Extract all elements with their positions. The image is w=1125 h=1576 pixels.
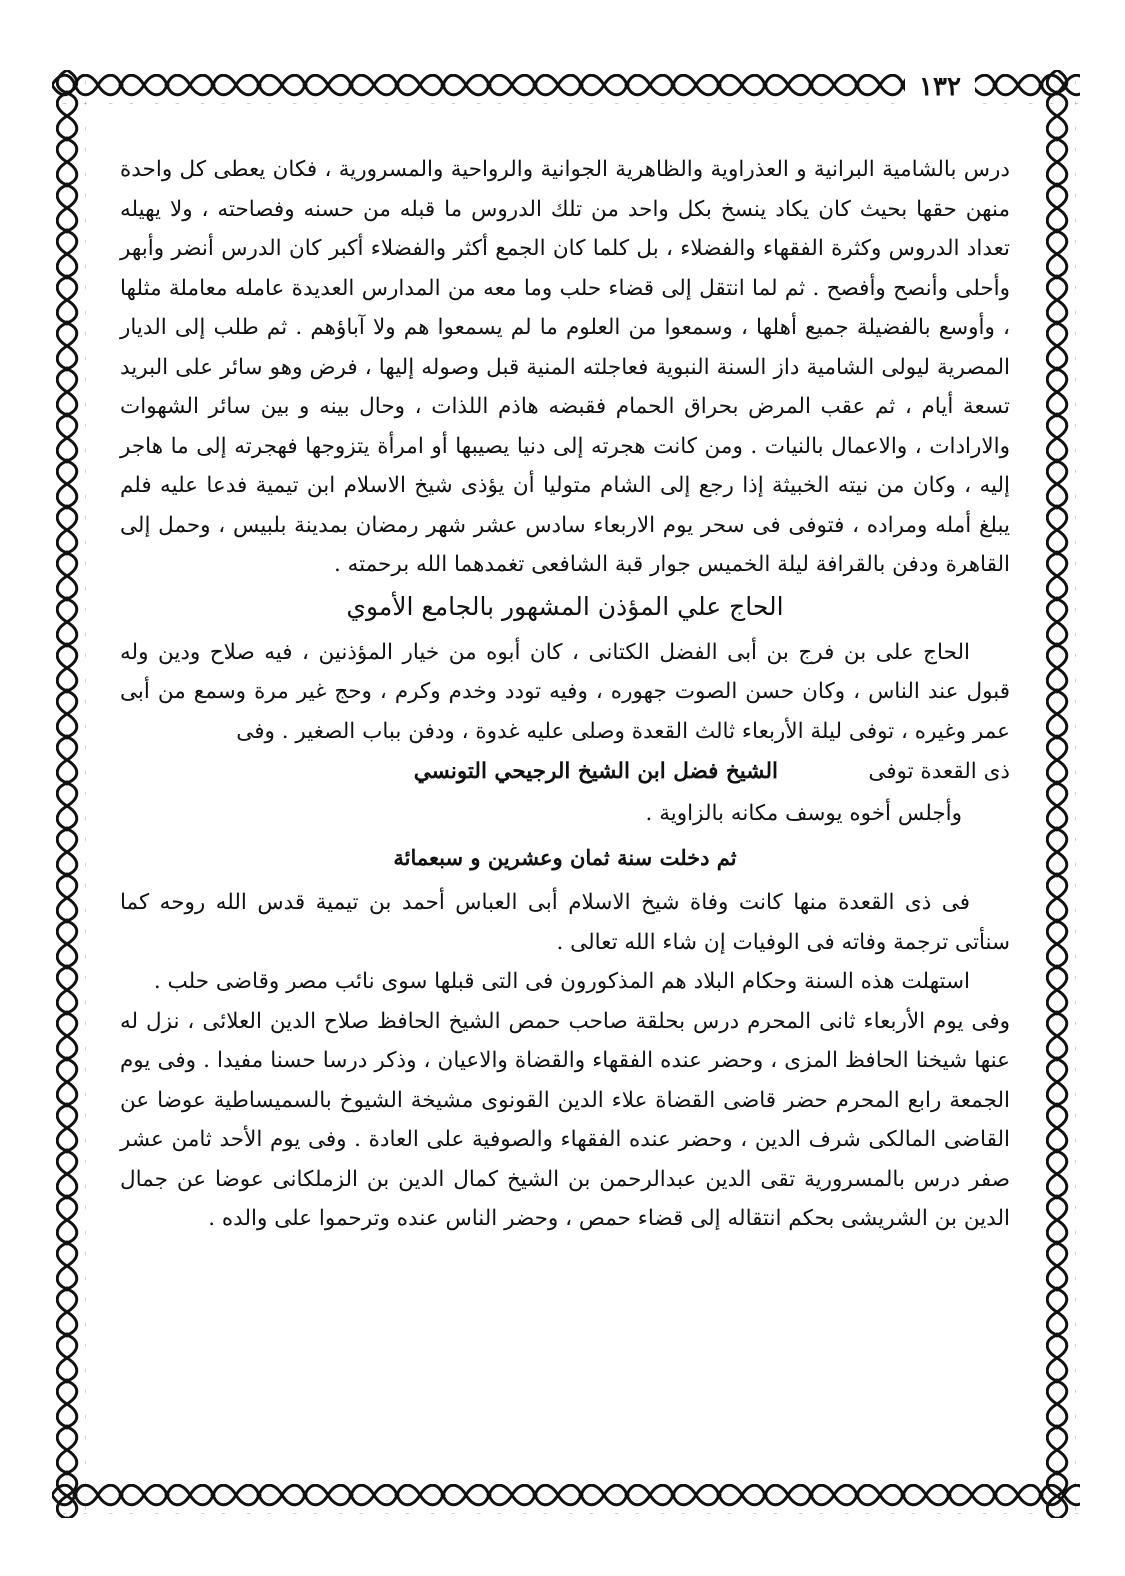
year-paragraph: وفى يوم الأربعاء ثانى المحرم درس بحلقة صاحب حمص الشيخ الحافظ صلاح الدين العلائى ، نزل له عنها شيخنا الحافظ المزى ، وحضر عنده الفقهاء والقضاة والاعيان ، وذكر درسا حسنا مفيدا . وفى يوم الجمعة رابع المحرم حضر قاضى القضاة علاء الدين القونوى مشيخة الشيوخ بالسميساطية عوضا عن القاضى المالكى شرف الدين ، وحضر عنده الفقهاء والصوفية على العادة . وفى يوم الأحد ثامن عشر صفر درس بالمسرورية تقى الدين عبدالرحمن بن الشيخ كمال الدين بن الزملكانى عوضا عن جمال الدين بن الشريشى بحكم انتقاله إلى قضاء حمص ، وحضر الناس عنده وترحموا على والده . (120, 1008, 1011, 1231)
year-paragraph: فى ذى القعدة منها كانت وفاة شيخ الاسلام أبى العباس أحمد بن تيمية قدس الله روحه كما سنأتى ترجمة وفاته فى الوفيات إن شاء الله تعالى . (120, 890, 1010, 955)
year-paragraph: استهلت هذه السنة وحكام البلاد هم المذكورون فى التى قبلها سوى نائب مصر وقاضى حلب . (153, 969, 970, 994)
biography-paragraph: الحاج على بن فرج بن أبى الفضل الكتانى ، كان أبوه من خيار المؤذنين ، فيه صلاح ودين وله قبول عند الناس ، وكان حسن الصوت جهوره ، وفيه تودد وخدم وكرم ، وحج غير مرة وسمع من أبى عمر وغيره ، توفى ليلة الأربعاء ثالث القعدة وصلى عليه غدوة ، ودفن بباب الصغير . وفى (120, 639, 1010, 744)
death-notice-prefix: ذى القعدة توفى (868, 759, 1010, 784)
page-body (120, 150, 1010, 1239)
biography-closing-line: وأجلس أخوه يوسف مكانه بالزاوية . (645, 801, 962, 826)
page-number: ١٣٢ (905, 70, 975, 104)
section-heading-biography: الحاج علي المؤذن المشهور بالجامع الأموي (346, 591, 784, 621)
death-notice-line (120, 751, 1010, 793)
year-heading: ثم دخلت سنة ثمان وعشرين و سبعمائة (393, 845, 737, 870)
body-paragraph: درس بالشامية البرانية و العذراوية والظاهرية الجوانية والرواحية والمسرورية ، فكان يعطى كل واحدة منهن حقها بحيث كان يكاد ينسخ بكل واحد من تلك الدروس ما قبله من حسنه وفصاحته ، ولا يهيله تعداد الدروس وكثرة الفقهاء والفضلاء ، بل كلما كان الجمع أكثر والفضلاء أكبر كان الدرس أنضر وأبهر وأحلى وأنصح وأفصح . ثم لما انتقل إلى قضاء حلب وما معه من المدارس العديدة عامله معاملة مثلها ، وأوسع بالفضيلة جميع أهلها ، وسمعوا من العلوم ما لم يسمعوا هم ولا آباؤهم . ثم طلب إلى الديار المصرية ليولى الشامية داز السنة النبوية فعاجلته المنية قبل وصوله إليها ، فرض وهو سائر على البريد تسعة أيام ، ثم عقب المرض بحراق الحمام فقبضه هاذم اللذات ، وحال بينه و بين سائر الشهوات والارادات ، والاعمال بالنيات . ومن كانت هجرته إلى دنيا يصيبها أو امرأة يتزوجها فهجرته إلى ما هاجر إليه ، وكان من نيته الخبيثة إذا رجع إلى الشام متوليا أن يؤذى شيخ الاسلام ابن تيمية فدعا عليه فلم يبلغ أمله ومراده ، فتوفى فى سحر يوم الاربعاء سادس عشر شهر رمضان بمدينة بلبيس ، وحمل إلى القاهرة ودفن بالقرافة ليلة الخميس جوار قبة الشافعى تغمدهما الله برحمته . (120, 157, 1010, 577)
death-notice-name: الشيخ فضل ابن الشيخ الرجيحي التونسي (413, 759, 778, 784)
